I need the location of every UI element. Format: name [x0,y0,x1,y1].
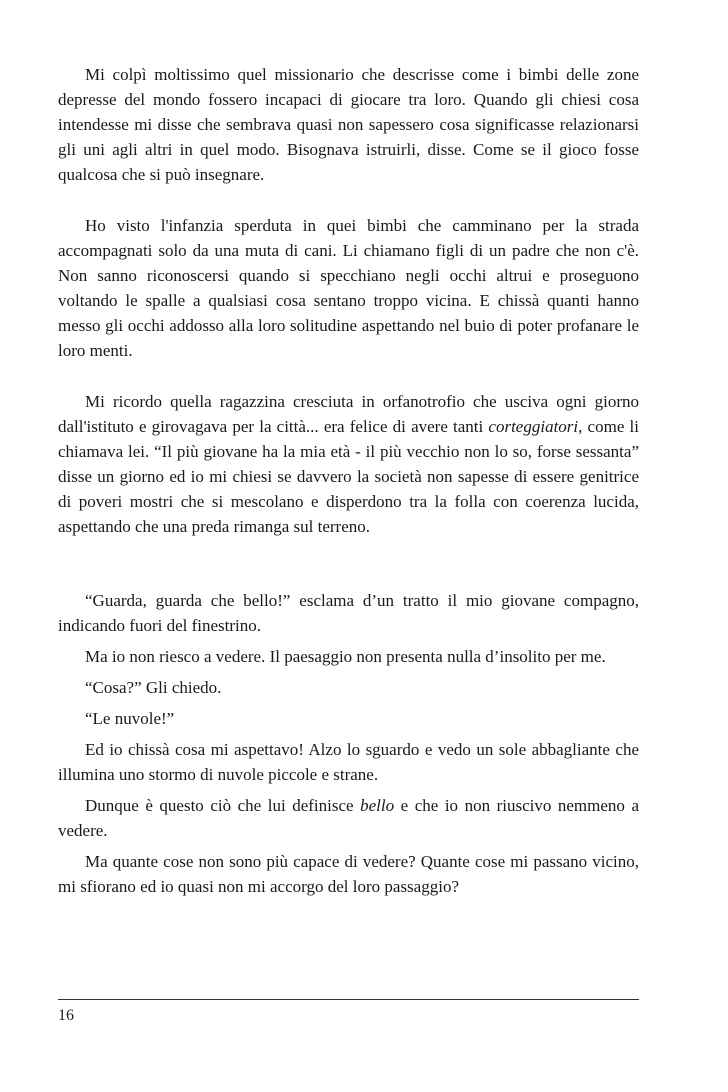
paragraph-text: Ho visto l'infanzia sperduta in quei bimbi che camminano per la strada accompagnati solo da una muta di cani. Li chiamano figli di un padre che non c'è. Non sanno riconoscersi quando si specchiano negli occhi altrui e proseguono voltando le spalle a qualsiasi cosa sentano troppo vicina. E chissà quanti hanno messo gli occhi addosso alla loro solitudine aspettando nel buio di poter profanare le loro menti. [58,216,639,360]
dialogue-line: Ma io non riesco a vedere. Il paesaggio non presenta nulla d’insolito per me. [85,647,606,666]
page-number: 16 [58,1007,74,1024]
dialogue-line [58,793,639,843]
paragraph-lost-childhood [58,213,639,363]
paragraph-orphan-girl [58,389,639,539]
italic-word: corteggiatori [488,417,579,436]
dialogue-line: “Cosa?” Gli chiedo. [85,678,222,697]
dialogue-section [58,588,639,899]
paragraph-missionary [58,62,639,187]
dialogue-line: Ma quante cose non sono più capace di vedere? Quante cose mi passano vicino, mi sfiorano ed io quasi non mi accorgo del loro passaggio? [58,852,639,896]
text-run: e che io non riuscivo nemmeno a vedere. [58,796,639,840]
italic-word: bello [360,796,395,815]
footer-divider [58,999,639,1000]
text-run: , come li chiamava lei. “Il più giovane ha la mia età - il più vecchio non lo so, forse sessanta” disse un giorno ed io mi chiesi se davvero la società non sapesse di essere genitrice di poveri mostri che si mescolano e disperdono tra la folla con coerenza lucida, aspettando che una preda rimanga sul terreno. [58,417,639,536]
dialogue-line: Ed io chissà cosa mi aspettavo! Alzo lo sguardo e vedo un sole abbagliante che illumina uno stormo di nuvole piccole e strane. [58,740,639,784]
dialogue-line: “Guarda, guarda che bello!” esclama d’un tratto il mio giovane compagno, indicando fuori del finestrino. [58,591,639,635]
text-run: Mi ricordo quella ragazzina cresciuta in orfanotrofio che usciva ogni giorno dall'istituto e girovagava per la città... era felice di avere tanti [58,392,639,436]
dialogue-line: “Le nuvole!” [85,709,175,728]
paragraph-text [58,389,639,539]
text-run: Dunque è questo ciò che lui definisce [85,796,361,815]
paragraph-text: Mi colpì moltissimo quel missionario che descrisse come i bimbi delle zone depresse del mondo fossero incapaci di giocare tra loro. Quando gli chiesi cosa intendesse mi disse che sembrava quasi non sapessero cosa significasse relazionarsi gli uni agli altri in quel modo. Bisognava istruirli, disse. Come se il gioco fosse qualcosa che si può insegnare. [58,65,639,184]
